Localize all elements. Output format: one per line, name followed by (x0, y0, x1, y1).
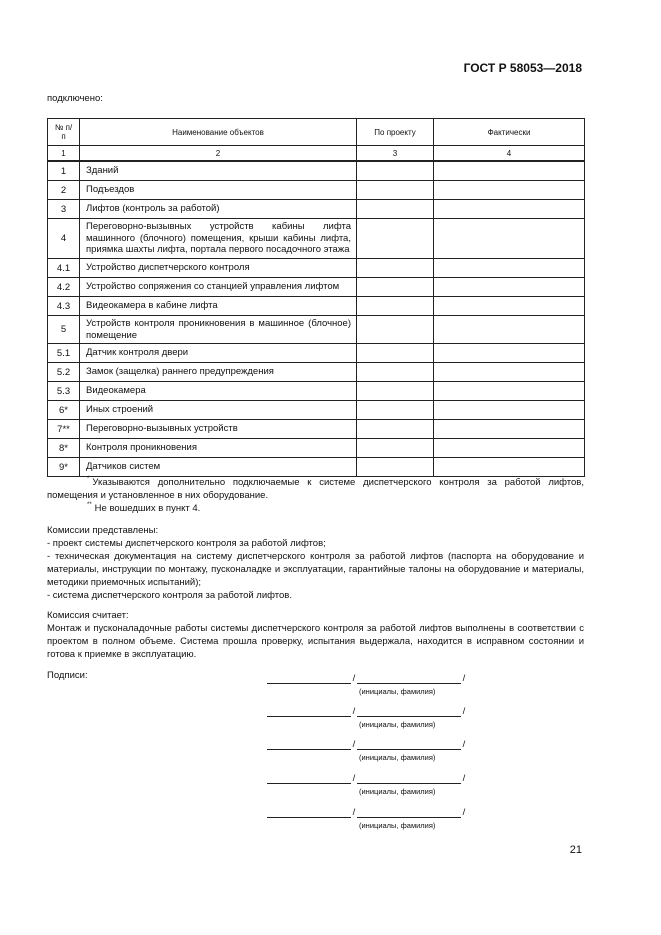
signature-caption: (инициалы, фамилия) (359, 753, 436, 762)
table-row (48, 316, 585, 344)
column-number: 3 (357, 146, 434, 162)
row-name: Устройство диспетчерского контроля (80, 259, 357, 278)
signature-line[interactable] (267, 673, 467, 696)
row-project-value (357, 259, 434, 278)
row-name: Видеокамера (80, 382, 357, 401)
row-project-value (357, 278, 434, 297)
commission-title: Комиссии представлены: (47, 525, 159, 536)
commission-item: - проект системы диспетчерского контроля за работой лифтов; (47, 538, 326, 549)
row-actual-value (434, 297, 585, 316)
row-name: Зданий (80, 161, 357, 181)
row-actual-value (434, 161, 585, 181)
row-number: 1 (48, 161, 80, 181)
row-project-value (357, 382, 434, 401)
row-number: 7** (48, 420, 80, 439)
signature-line[interactable] (267, 739, 467, 762)
row-actual-value (434, 181, 585, 200)
row-number: 5.1 (48, 344, 80, 363)
row-actual-value (434, 316, 585, 344)
table-row (48, 420, 585, 439)
signature-slash: / (462, 807, 466, 818)
row-project-value (357, 161, 434, 181)
row-actual-value (434, 344, 585, 363)
signature-slash: / (462, 673, 466, 684)
table-row (48, 259, 585, 278)
row-number: 5 (48, 316, 80, 344)
row-project-value (357, 297, 434, 316)
objects-table (47, 118, 585, 477)
signature-caption: (инициалы, фамилия) (359, 787, 436, 796)
row-name: Иных строений (80, 401, 357, 420)
opinion-title: Комиссия считает: (47, 610, 129, 621)
column-number: 1 (48, 146, 80, 162)
row-project-value (357, 181, 434, 200)
row-project-value (357, 219, 434, 259)
table-row (48, 344, 585, 363)
header-project: По проекту (357, 119, 434, 146)
footnote-2-text: Не вошедших в пункт 4. (94, 503, 201, 514)
signature-slash: / (462, 706, 466, 717)
row-number: 5.3 (48, 382, 80, 401)
signature-field[interactable] (267, 673, 351, 684)
name-field[interactable] (357, 673, 461, 684)
row-project-value (357, 344, 434, 363)
row-actual-value (434, 458, 585, 477)
row-actual-value (434, 401, 585, 420)
table-row (48, 200, 585, 219)
name-field[interactable] (357, 773, 461, 784)
table-row (48, 382, 585, 401)
signature-line[interactable] (267, 706, 467, 729)
footnotes (47, 476, 584, 515)
row-name: Замок (защелка) раннего предупреждения (80, 363, 357, 382)
signature-field[interactable] (267, 807, 351, 818)
row-actual-value (434, 200, 585, 219)
row-number: 4 (48, 219, 80, 259)
row-number: 4.2 (48, 278, 80, 297)
row-name: Устройство сопряжения со станцией управления лифтом (80, 278, 357, 297)
table-row (48, 297, 585, 316)
row-actual-value (434, 439, 585, 458)
table-header-row (48, 119, 585, 146)
row-number: 4.3 (48, 297, 80, 316)
name-field[interactable] (357, 706, 461, 717)
name-field[interactable] (357, 739, 461, 750)
row-name: Датчиков систем (80, 458, 357, 477)
header-actual: Фактически (434, 119, 585, 146)
table-row (48, 439, 585, 458)
table-row (48, 458, 585, 477)
row-actual-value (434, 278, 585, 297)
row-actual-value (434, 259, 585, 278)
commission-section (47, 524, 584, 602)
row-actual-value (434, 420, 585, 439)
signature-slash: / (352, 773, 356, 784)
standard-number: ГОСТ Р 58053—2018 (463, 61, 582, 75)
footnote-1-text: Указываются дополнительно подключаемые к системе диспетчерского контроля за работой лифтов, помещения и установленное в них оборудование. (47, 477, 584, 501)
table-row (48, 181, 585, 200)
table-row (48, 219, 585, 259)
footnote-1-mark: * (87, 476, 90, 482)
table-row (48, 278, 585, 297)
signature-caption: (инициалы, фамилия) (359, 720, 436, 729)
row-project-value (357, 401, 434, 420)
row-project-value (357, 363, 434, 382)
signature-slash: / (352, 673, 356, 684)
signature-field[interactable] (267, 773, 351, 784)
row-name: Контроля проникновения (80, 439, 357, 458)
name-field[interactable] (357, 807, 461, 818)
signature-slash: / (462, 773, 466, 784)
row-project-value (357, 458, 434, 477)
opinion-section (47, 609, 584, 661)
row-project-value (357, 439, 434, 458)
row-number: 2 (48, 181, 80, 200)
signature-caption: (инициалы, фамилия) (359, 821, 436, 830)
table-row (48, 363, 585, 382)
row-number: 8* (48, 439, 80, 458)
row-number: 4.1 (48, 259, 80, 278)
opinion-text: Монтаж и пусконаладочные работы системы диспетчерского контроля за работой лифтов выполнены в соответствии с проектом в полном объеме. Система прошла проверку, испытания выдержала, находится в исправном состоянии и готова к приемке в эксплуатацию. (47, 623, 584, 660)
row-number: 3 (48, 200, 80, 219)
signature-field[interactable] (267, 706, 351, 717)
signature-line[interactable] (267, 807, 467, 830)
row-name: Подъездов (80, 181, 357, 200)
signature-slash: / (352, 739, 356, 750)
row-name: Лифтов (контроль за работой) (80, 200, 357, 219)
row-name: Переговорно-вызывных устройств кабины лифта машинного (блочного) помещения, крыши кабины лифта, приямка шахты лифта, портала первого посадочного этажа (80, 219, 357, 259)
signature-field[interactable] (267, 739, 351, 750)
signatures-label: Подписи: (47, 670, 88, 681)
header-number: № п/п (48, 119, 80, 146)
signature-line[interactable] (267, 773, 467, 796)
footnote-2 (47, 502, 584, 515)
row-actual-value (434, 219, 585, 259)
intro-text: подключено: (47, 93, 103, 104)
signature-slash: / (462, 739, 466, 750)
row-actual-value (434, 382, 585, 401)
header-name: Наименование объектов (80, 119, 357, 146)
signature-slash: / (352, 706, 356, 717)
row-project-value (357, 420, 434, 439)
row-project-value (357, 200, 434, 219)
row-actual-value (434, 363, 585, 382)
footnote-1 (47, 476, 584, 502)
row-number: 6* (48, 401, 80, 420)
column-numbers-row (48, 146, 585, 162)
footnote-2-mark: ** (87, 502, 92, 508)
table-row (48, 161, 585, 181)
row-name: Видеокамера в кабине лифта (80, 297, 357, 316)
row-name: Датчик контроля двери (80, 344, 357, 363)
commission-item: - система диспетчерского контроля за работой лифтов. (47, 590, 292, 601)
row-number: 9* (48, 458, 80, 477)
row-project-value (357, 316, 434, 344)
row-name: Переговорно-вызывных устройств (80, 420, 357, 439)
signature-caption: (инициалы, фамилия) (359, 687, 436, 696)
column-number: 2 (80, 146, 357, 162)
row-number: 5.2 (48, 363, 80, 382)
table-row (48, 401, 585, 420)
row-name: Устройств контроля проникновения в машинное (блочное) помещение (80, 316, 357, 344)
commission-item: - техническая документация на систему диспетчерского контроля за работой лифтов (паспорта на оборудование и материалы, инструкции по монтажу, пусконаладке и эксплуатации, гарантийные талоны на оборудование и материалы, методики приемочных испытаний); (47, 551, 584, 588)
column-number: 4 (434, 146, 585, 162)
page-number: 21 (569, 844, 582, 856)
signature-slash: / (352, 807, 356, 818)
